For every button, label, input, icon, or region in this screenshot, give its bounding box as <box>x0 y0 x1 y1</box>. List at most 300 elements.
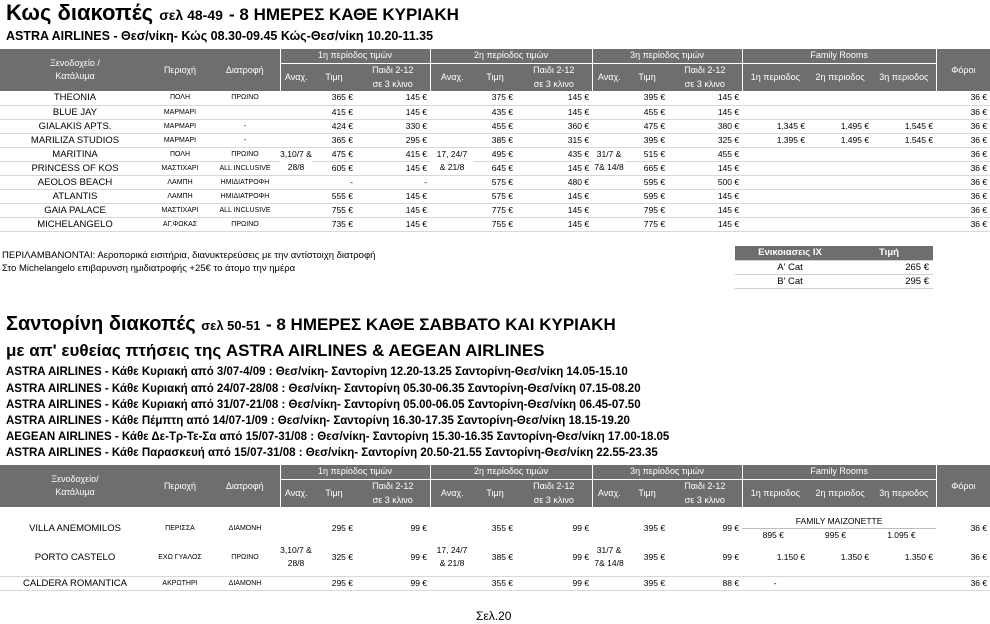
family-f3 <box>872 175 936 189</box>
santorini-head-price-1: Τιμη <box>312 479 356 507</box>
tax: 36 € <box>936 91 990 105</box>
hotel-area: ΠΕΡΙΣΣΑ <box>165 525 195 532</box>
price-p1: 605 € <box>312 161 356 175</box>
hotel-area: ΜΑΣΤΙΧΑΡΙ <box>150 203 210 217</box>
child-p2: 145 € <box>516 91 592 105</box>
hotel-name: GAIA PALACE <box>0 203 150 217</box>
santorini-table-body <box>0 507 990 590</box>
santorini-head-region: Περιοχή <box>150 465 210 507</box>
child-p3: 455 € <box>668 147 742 161</box>
period-2-dates <box>430 515 474 542</box>
schedule-line: ASTRA AIRLINES - Κάθε Πέμπτη από 14/07-1/09 : Θεσ/νίκη- Σαντορίνη 16.30-17.35 Σαντορίνη-Θεσ/νίκη 18.15-19.20 <box>6 415 630 427</box>
family-f1: 1.345 € <box>742 119 808 133</box>
car-rental-head-price: Τιμή <box>845 246 933 260</box>
santorini-head-f2: 2η περιοδος <box>808 479 872 507</box>
hotel-name: THEONIA <box>0 91 150 105</box>
santorini-head-child-3: Παιδι 2-12 <box>668 479 742 493</box>
hotel-name: GIALAKIS APTS. <box>0 119 150 133</box>
kos-head-p2: 2η περίοδος τιμών <box>430 49 592 63</box>
table-row <box>0 105 990 119</box>
kos-days: - 8 ΗΜΕΡΕΣ ΚΑΘΕ ΚΥΡΙΑΚΗ <box>229 5 459 24</box>
santorini-pages: σελ 50-51 <box>201 318 261 333</box>
hotel-area: ΜΑΡΜΑΡΙ <box>150 133 210 147</box>
period-2-dates <box>430 189 474 203</box>
child-p3: 145 € <box>668 161 742 175</box>
table-row <box>0 147 990 161</box>
price-p3: 595 € <box>626 189 668 203</box>
kos-head-child-sub-3: σε 3 κλινο <box>668 77 742 91</box>
kos-flights: ASTRA AIRLINES - Θεσ/νίκη- Κώς 08.30-09.45 Κώς-Θεσ/νίκη 10.20-11.35 <box>6 29 434 43</box>
period-2-dates: 17, 24/7 & 21/8 <box>436 545 468 568</box>
price-p3: 395 € <box>626 576 668 590</box>
period-3-dates: 31/7 & 7& 14/8 <box>594 545 624 568</box>
price-p1: 365 € <box>312 91 356 105</box>
table-row <box>0 576 990 590</box>
kos-head-f2: 2η περιοδος <box>808 63 872 91</box>
family-maizonette-label: FAMILY MAIZONETTE <box>742 515 936 529</box>
period-1-dates: 3,10/7 & 28/8 <box>280 147 312 175</box>
santorini-direct: με απ' ευθείας πτήσεις της ASTRA AIRLINES & AEGEAN AIRLINES <box>6 341 545 360</box>
price-p3: 475 € <box>626 119 668 133</box>
kos-head-price-1: Τιμη <box>312 63 356 91</box>
family-f3 <box>872 217 936 231</box>
child-p1: 99 € <box>356 576 430 590</box>
santorini-title-text: Σαντορίνη διακοπές <box>6 313 196 335</box>
child-p2: 435 € <box>516 147 592 161</box>
santorini-head-child-2: Παιδι 2-12 <box>516 479 592 493</box>
tax: 36 € <box>936 161 990 175</box>
price-p1: 295 € <box>312 576 356 590</box>
kos-pages: σελ 48-49 <box>159 7 223 23</box>
kos-price-table <box>0 49 990 232</box>
family-f2 <box>808 189 872 203</box>
kos-head-child-1: Παιδι 2-12 <box>356 63 430 77</box>
family-f3 <box>872 203 936 217</box>
kos-head-p1: 1η περίοδος τιμών <box>280 49 430 63</box>
table-row <box>0 175 990 189</box>
tax: 36 € <box>936 576 990 590</box>
price-p2: 385 € <box>474 133 516 147</box>
price-p3: 395 € <box>626 133 668 147</box>
family-f2: 1.495 € <box>808 119 872 133</box>
santorini-head-p3: 3η περίοδος τιμών <box>592 465 742 479</box>
period-1-dates: 3,10/7 & 28/8 <box>280 545 312 568</box>
child-p1: 145 € <box>356 161 430 175</box>
car-rental-cat: A' Cat <box>735 260 845 274</box>
child-p1: 330 € <box>356 119 430 133</box>
price-p1: 424 € <box>312 119 356 133</box>
period-3-dates <box>592 119 626 133</box>
child-p1: 99 € <box>410 551 428 562</box>
child-p2: 99 € <box>572 523 590 533</box>
family-f1: 1.395 € <box>742 133 808 147</box>
period-1-dates <box>280 175 312 189</box>
hotel-name: AEOLOS BEACH <box>0 175 150 189</box>
family-f2 <box>808 105 872 119</box>
hotel-name: MARITINA <box>0 147 150 161</box>
period-3-dates <box>592 105 626 119</box>
hotel-name: BLUE JAY <box>0 105 150 119</box>
santorini-head-hotel: Ξενοδοχείο/ Κατάλυμα <box>0 465 150 507</box>
child-p1: 145 € <box>356 91 430 105</box>
family-f1: 1.150 € <box>776 551 806 562</box>
tax: 36 € <box>936 147 990 161</box>
kos-head-price-2: Τιμη <box>474 63 516 91</box>
tax: 36 € <box>936 175 990 189</box>
period-2-dates <box>430 91 474 105</box>
hotel-board: ΗΜΙΔΙΑΤΡΟΦΗ <box>210 189 280 203</box>
child-p1: 145 € <box>356 105 430 119</box>
table-row <box>0 515 990 542</box>
table-row <box>0 217 990 231</box>
price-p1: - <box>312 175 356 189</box>
price-p1: 295 € <box>331 523 353 533</box>
hotel-board: ΔΙΑΜΟΝΗ <box>228 525 262 532</box>
santorini-head-tax: Φόροι <box>936 465 990 507</box>
child-p2: 145 € <box>516 105 592 119</box>
family-f3 <box>872 576 936 590</box>
period-2-dates <box>430 133 474 147</box>
family-f3 <box>872 147 936 161</box>
car-rental-row <box>735 260 933 274</box>
family-f2 <box>808 147 872 161</box>
price-p3: 395 € <box>643 551 666 562</box>
hotel-name: CALDERA ROMANTICA <box>0 576 150 590</box>
hotel-name: ATLANTIS <box>0 189 150 203</box>
santorini-price-table <box>0 465 990 591</box>
period-2-dates: 17, 24/7 & 21/8 <box>430 147 474 175</box>
kos-head-board: Διατροφή <box>210 49 280 91</box>
price-p3: 515 € <box>626 147 668 161</box>
kos-title-text: Κως διακοπές <box>6 0 154 25</box>
period-1-dates <box>280 576 312 590</box>
period-2-dates <box>430 105 474 119</box>
hotel-board: ΠΡΩΙΝΟ <box>210 91 280 105</box>
tax: 36 € <box>970 523 988 533</box>
hotel-board: ΗΜΙΔΙΑΤΡΟΦΗ <box>210 175 280 189</box>
price-p2: 355 € <box>474 576 516 590</box>
car-rental-row <box>735 274 933 288</box>
santorini-head-p1: 1η περίοδος τιμών <box>280 465 430 479</box>
period-1-dates <box>280 203 312 217</box>
price-p2: 455 € <box>474 119 516 133</box>
table-row <box>0 119 990 133</box>
child-p1: 145 € <box>356 217 430 231</box>
kos-head-hotel: Ξενοδοχείο / Κατάλυμα <box>0 49 150 91</box>
kos-head-tax: Φόροι <box>936 49 990 91</box>
hotel-board: - <box>210 133 280 147</box>
child-p3: 145 € <box>668 105 742 119</box>
price-p1: 325 € <box>331 551 353 562</box>
child-p2: 480 € <box>516 175 592 189</box>
period-1-dates <box>280 119 312 133</box>
child-p3: 99 € <box>722 523 740 533</box>
santorini-days: - 8 ΗΜΕΡΕΣ ΚΑΘΕ ΣΑΒΒΑΤΟ ΚΑΙ ΚΥΡΙΑΚΗ <box>265 315 616 334</box>
santorini-header-row-1 <box>0 465 990 479</box>
santorini-head-child-sub-3: σε 3 κλινο <box>668 493 742 507</box>
kos-head-family: Family Rooms <box>742 49 936 63</box>
price-p3: 595 € <box>626 175 668 189</box>
child-p1: 415 € <box>356 147 430 161</box>
child-p1: - <box>356 175 430 189</box>
table-row <box>0 91 990 105</box>
car-rental-price: 295 € <box>845 274 933 288</box>
child-p2: 145 € <box>516 189 592 203</box>
family-f2 <box>808 161 872 175</box>
period-3-dates <box>592 576 626 590</box>
hotel-board <box>210 105 280 119</box>
table-row <box>0 133 990 147</box>
hotel-name: MICHELANGELO <box>0 217 150 231</box>
family-f1 <box>742 203 808 217</box>
family-f3 <box>872 189 936 203</box>
schedule-line: ASTRA AIRLINES - Κάθε Κυριακή από 24/07-28/08 : Θεσ/νίκη- Σαντορίνη 05.30-06.35 Σαντορίνη-Θεσ/νίκη 07.15-08.20 <box>6 383 641 395</box>
table-row <box>0 189 990 203</box>
michelangelo-note: Στο Michelangelo επιβαρυνση ημιδιατροφής +25€ το άτομο την ημέρα <box>2 263 296 274</box>
family-f3 <box>872 105 936 119</box>
santorini-head-f3: 3η περιοδος <box>872 479 936 507</box>
price-p2: 575 € <box>474 189 516 203</box>
child-p3: 145 € <box>668 203 742 217</box>
family-f2 <box>808 217 872 231</box>
price-p2: 575 € <box>474 175 516 189</box>
period-3-dates <box>592 91 626 105</box>
tax: 36 € <box>936 203 990 217</box>
hotel-area: ΛΑΜΠΗ <box>150 189 210 203</box>
car-rental-table <box>735 246 933 289</box>
santorini-head-family: Family Rooms <box>742 465 936 479</box>
table-row <box>0 203 990 217</box>
child-p2: 145 € <box>516 217 592 231</box>
santorini-head-anax-3: Αναχ. <box>592 479 626 507</box>
car-rental-cat: B' Cat <box>735 274 845 288</box>
family-f2 <box>808 203 872 217</box>
family-f2: 1.495 € <box>808 133 872 147</box>
child-p1: 145 € <box>356 203 430 217</box>
table-row <box>0 161 990 175</box>
child-p3: 145 € <box>668 91 742 105</box>
santorini-head-child-1: Παιδι 2-12 <box>356 479 430 493</box>
santorini-head-price-2: Τιμη <box>474 479 516 507</box>
hotel-board: ΔΙΑΜΟΝΗ <box>210 576 280 590</box>
child-p3: 99 € <box>722 551 740 562</box>
price-p2: 755 € <box>474 217 516 231</box>
period-1-dates <box>280 515 312 542</box>
family-f1 <box>742 105 808 119</box>
car-rental-head-cat: Ενικοιασεις ΙΧ <box>735 246 845 260</box>
tax: 36 € <box>936 105 990 119</box>
price-p1: 755 € <box>312 203 356 217</box>
child-p3: 380 € <box>668 119 742 133</box>
period-2-dates <box>430 576 474 590</box>
family-maizonette-price: 995 € <box>824 530 847 540</box>
hotel-area: ΜΑΣΤΙΧΑΡΙ <box>150 161 210 175</box>
child-p2: 145 € <box>516 161 592 175</box>
hotel-name: PRINCESS OF KOS <box>0 161 150 175</box>
hotel-name: MARILIZA STUDIOS <box>0 133 150 147</box>
hotel-area: ΠΟΛΗ <box>150 91 210 105</box>
price-p3: 795 € <box>626 203 668 217</box>
price-p1: 365 € <box>312 133 356 147</box>
family-maizonette <box>742 515 936 542</box>
included-note: ΠΕΡΙΛΑΜΒΑΝΟΝΤΑΙ: Αεροπορικά εισιτήρια, διανυκτερεύσεις με την αντίστοιχη διατροφή <box>2 250 376 261</box>
price-p1: 555 € <box>312 189 356 203</box>
tax: 36 € <box>936 189 990 203</box>
family-f2 <box>808 175 872 189</box>
period-1-dates <box>280 91 312 105</box>
santorini-head-anax-1: Αναχ. <box>280 479 312 507</box>
price-p2: 775 € <box>474 203 516 217</box>
santorini-title <box>6 313 616 336</box>
price-p2: 375 € <box>474 91 516 105</box>
child-p2: 360 € <box>516 119 592 133</box>
hotel-area: ΠΟΛΗ <box>150 147 210 161</box>
family-f1 <box>742 147 808 161</box>
kos-head-price-3: Τιμη <box>626 63 668 91</box>
period-2-dates <box>430 175 474 189</box>
price-p2: 645 € <box>474 161 516 175</box>
child-p3: 325 € <box>668 133 742 147</box>
price-p2: 385 € <box>491 551 514 562</box>
child-p2: 315 € <box>516 133 592 147</box>
santorini-head-price-3: Τιμη <box>626 479 668 507</box>
price-p2: 355 € <box>491 523 514 533</box>
kos-head-child-sub-2: σε 3 κλινο <box>516 77 592 91</box>
period-3-dates <box>592 203 626 217</box>
family-f1 <box>742 175 808 189</box>
car-rental-price: 265 € <box>845 260 933 274</box>
child-p3: 88 € <box>668 576 742 590</box>
santorini-head-child-sub-2: σε 3 κλινο <box>516 493 592 507</box>
period-3-dates <box>592 175 626 189</box>
hotel-board: ΠΡΩΙΝΟ <box>210 217 280 231</box>
price-p1: 475 € <box>312 147 356 161</box>
period-2-dates <box>430 217 474 231</box>
kos-head-anax-3: Αναχ. <box>592 63 626 91</box>
child-p1: 99 € <box>410 523 428 533</box>
family-f3: 1.350 € <box>904 551 934 562</box>
period-3-dates <box>592 189 626 203</box>
hotel-area: ΑΚΡΩΤΗΡΙ <box>150 576 210 590</box>
family-f3: 1.545 € <box>872 133 936 147</box>
period-2-dates <box>430 203 474 217</box>
hotel-board: ALL INCLUSIVE <box>210 161 280 175</box>
price-p1: 415 € <box>312 105 356 119</box>
child-p3: 145 € <box>668 189 742 203</box>
price-p3: 455 € <box>626 105 668 119</box>
hotel-board: - <box>210 119 280 133</box>
period-3-dates <box>592 217 626 231</box>
car-rental-header <box>735 246 933 260</box>
hotel-name: PORTO CASTELO <box>34 551 116 563</box>
santorini-head-child-sub-1: σε 3 κλινο <box>356 493 430 507</box>
kos-title <box>6 0 459 26</box>
santorini-head-anax-2: Αναχ. <box>430 479 474 507</box>
tax: 36 € <box>936 119 990 133</box>
family-f2 <box>808 576 872 590</box>
santorini-head-p2: 2η περίοδος τιμών <box>430 465 592 479</box>
table-row <box>0 542 990 572</box>
period-3-dates <box>592 133 626 147</box>
tax: 36 € <box>970 551 988 562</box>
child-p1: 295 € <box>356 133 430 147</box>
family-f3 <box>872 91 936 105</box>
child-p2: 99 € <box>516 576 592 590</box>
kos-head-f3: 3η περιοδος <box>872 63 936 91</box>
schedule-line: ASTRA AIRLINES - Κάθε Κυριακή από 3/07-4/09 : Θεσ/νίκη- Σαντορίνη 12.20-13.25 Σαντορίνη-Θεσ/νίκη 14.05-15.10 <box>6 366 628 378</box>
hotel-board: ΠΡΩΙΝΟ <box>231 553 259 561</box>
price-p1: 735 € <box>312 217 356 231</box>
family-f1 <box>742 189 808 203</box>
period-1-dates <box>280 189 312 203</box>
price-p3: 395 € <box>626 91 668 105</box>
kos-head-p3: 3η περίοδος τιμών <box>592 49 742 63</box>
hotel-area: ΜΑΡΜΑΡΙ <box>150 105 210 119</box>
period-1-dates <box>280 105 312 119</box>
family-f2 <box>808 91 872 105</box>
santorini-head-f1: 1η περιοδος <box>742 479 808 507</box>
price-p3: 775 € <box>626 217 668 231</box>
family-f1 <box>742 161 808 175</box>
child-p1: 145 € <box>356 189 430 203</box>
hotel-area: ΑΓ.ΦΩΚΑΣ <box>150 217 210 231</box>
period-3-dates <box>592 515 626 542</box>
page-number: Σελ.20 <box>476 609 512 623</box>
hotel-area: ΜΑΡΜΑΡΙ <box>150 119 210 133</box>
child-p2: 145 € <box>516 203 592 217</box>
period-2-dates <box>430 119 474 133</box>
kos-header-row-1 <box>0 49 990 63</box>
family-maizonette-price: 1.095 € <box>887 530 916 540</box>
spacer-cell <box>0 507 990 515</box>
family-f1: - <box>742 576 808 590</box>
hotel-board: ΠΡΩΙΝΟ <box>210 147 280 161</box>
kos-head-child-3: Παιδι 2-12 <box>668 63 742 77</box>
child-p2: 99 € <box>572 551 590 562</box>
schedule-line: ASTRA AIRLINES - Κάθε Κυριακή από 31/07-21/08 : Θεσ/νίκη- Σαντορίνη 05.00-06.05 Σαντορίνη-Θεσ/νίκη 06.45-07.50 <box>6 399 641 411</box>
hotel-name: VILLA ANEMOMILOS <box>29 523 121 534</box>
family-f3: 1.545 € <box>872 119 936 133</box>
schedule-line: AEGEAN AIRLINES - Κάθε Δε-Τρ-Τε-Σα από 15/07-31/08 : Θεσ/νίκη- Σαντορίνη 15.30-16.35 Σαντορίνη-Θεσ/νίκη 17.00-18.05 <box>6 431 670 443</box>
kos-head-anax-2: Αναχ. <box>430 63 474 91</box>
price-p3: 395 € <box>643 523 666 533</box>
price-p2: 495 € <box>474 147 516 161</box>
price-p3: 665 € <box>626 161 668 175</box>
tax: 36 € <box>936 217 990 231</box>
hotel-board: ALL INCLUSIVE <box>210 203 280 217</box>
price-p2: 435 € <box>474 105 516 119</box>
spacer-row <box>0 507 990 515</box>
hotel-area: ΛΑΜΠΗ <box>150 175 210 189</box>
kos-head-f1: 1η περιοδος <box>742 63 808 91</box>
kos-head-child-2: Παιδι 2-12 <box>516 63 592 77</box>
family-f1 <box>742 217 808 231</box>
kos-head-child-sub-1: σε 3 κλινο <box>356 77 430 91</box>
kos-head-region: Περιοχή <box>150 49 210 91</box>
tax: 36 € <box>936 133 990 147</box>
family-maizonette-price: 895 € <box>762 530 784 540</box>
family-f3 <box>872 161 936 175</box>
family-f1 <box>742 91 808 105</box>
santorini-head-board: Διατροφή <box>210 465 280 507</box>
kos-table-body <box>0 91 990 231</box>
schedule-line: ASTRA AIRLINES - Κάθε Παρασκευή από 15/07-31/08 : Θεσ/νίκη- Σαντορίνη 20.50-21.55 Σαντορίνη-Θεσ/νίκη 22.55-23.35 <box>6 447 658 459</box>
period-1-dates <box>280 217 312 231</box>
period-3-dates: 31/7 & 7& 14/8 <box>592 147 626 175</box>
hotel-area: ΕΧΩ ΓΥΑΛΟΣ <box>158 553 202 561</box>
family-f2: 1.350 € <box>840 551 870 562</box>
kos-head-anax-1: Αναχ. <box>280 63 312 91</box>
